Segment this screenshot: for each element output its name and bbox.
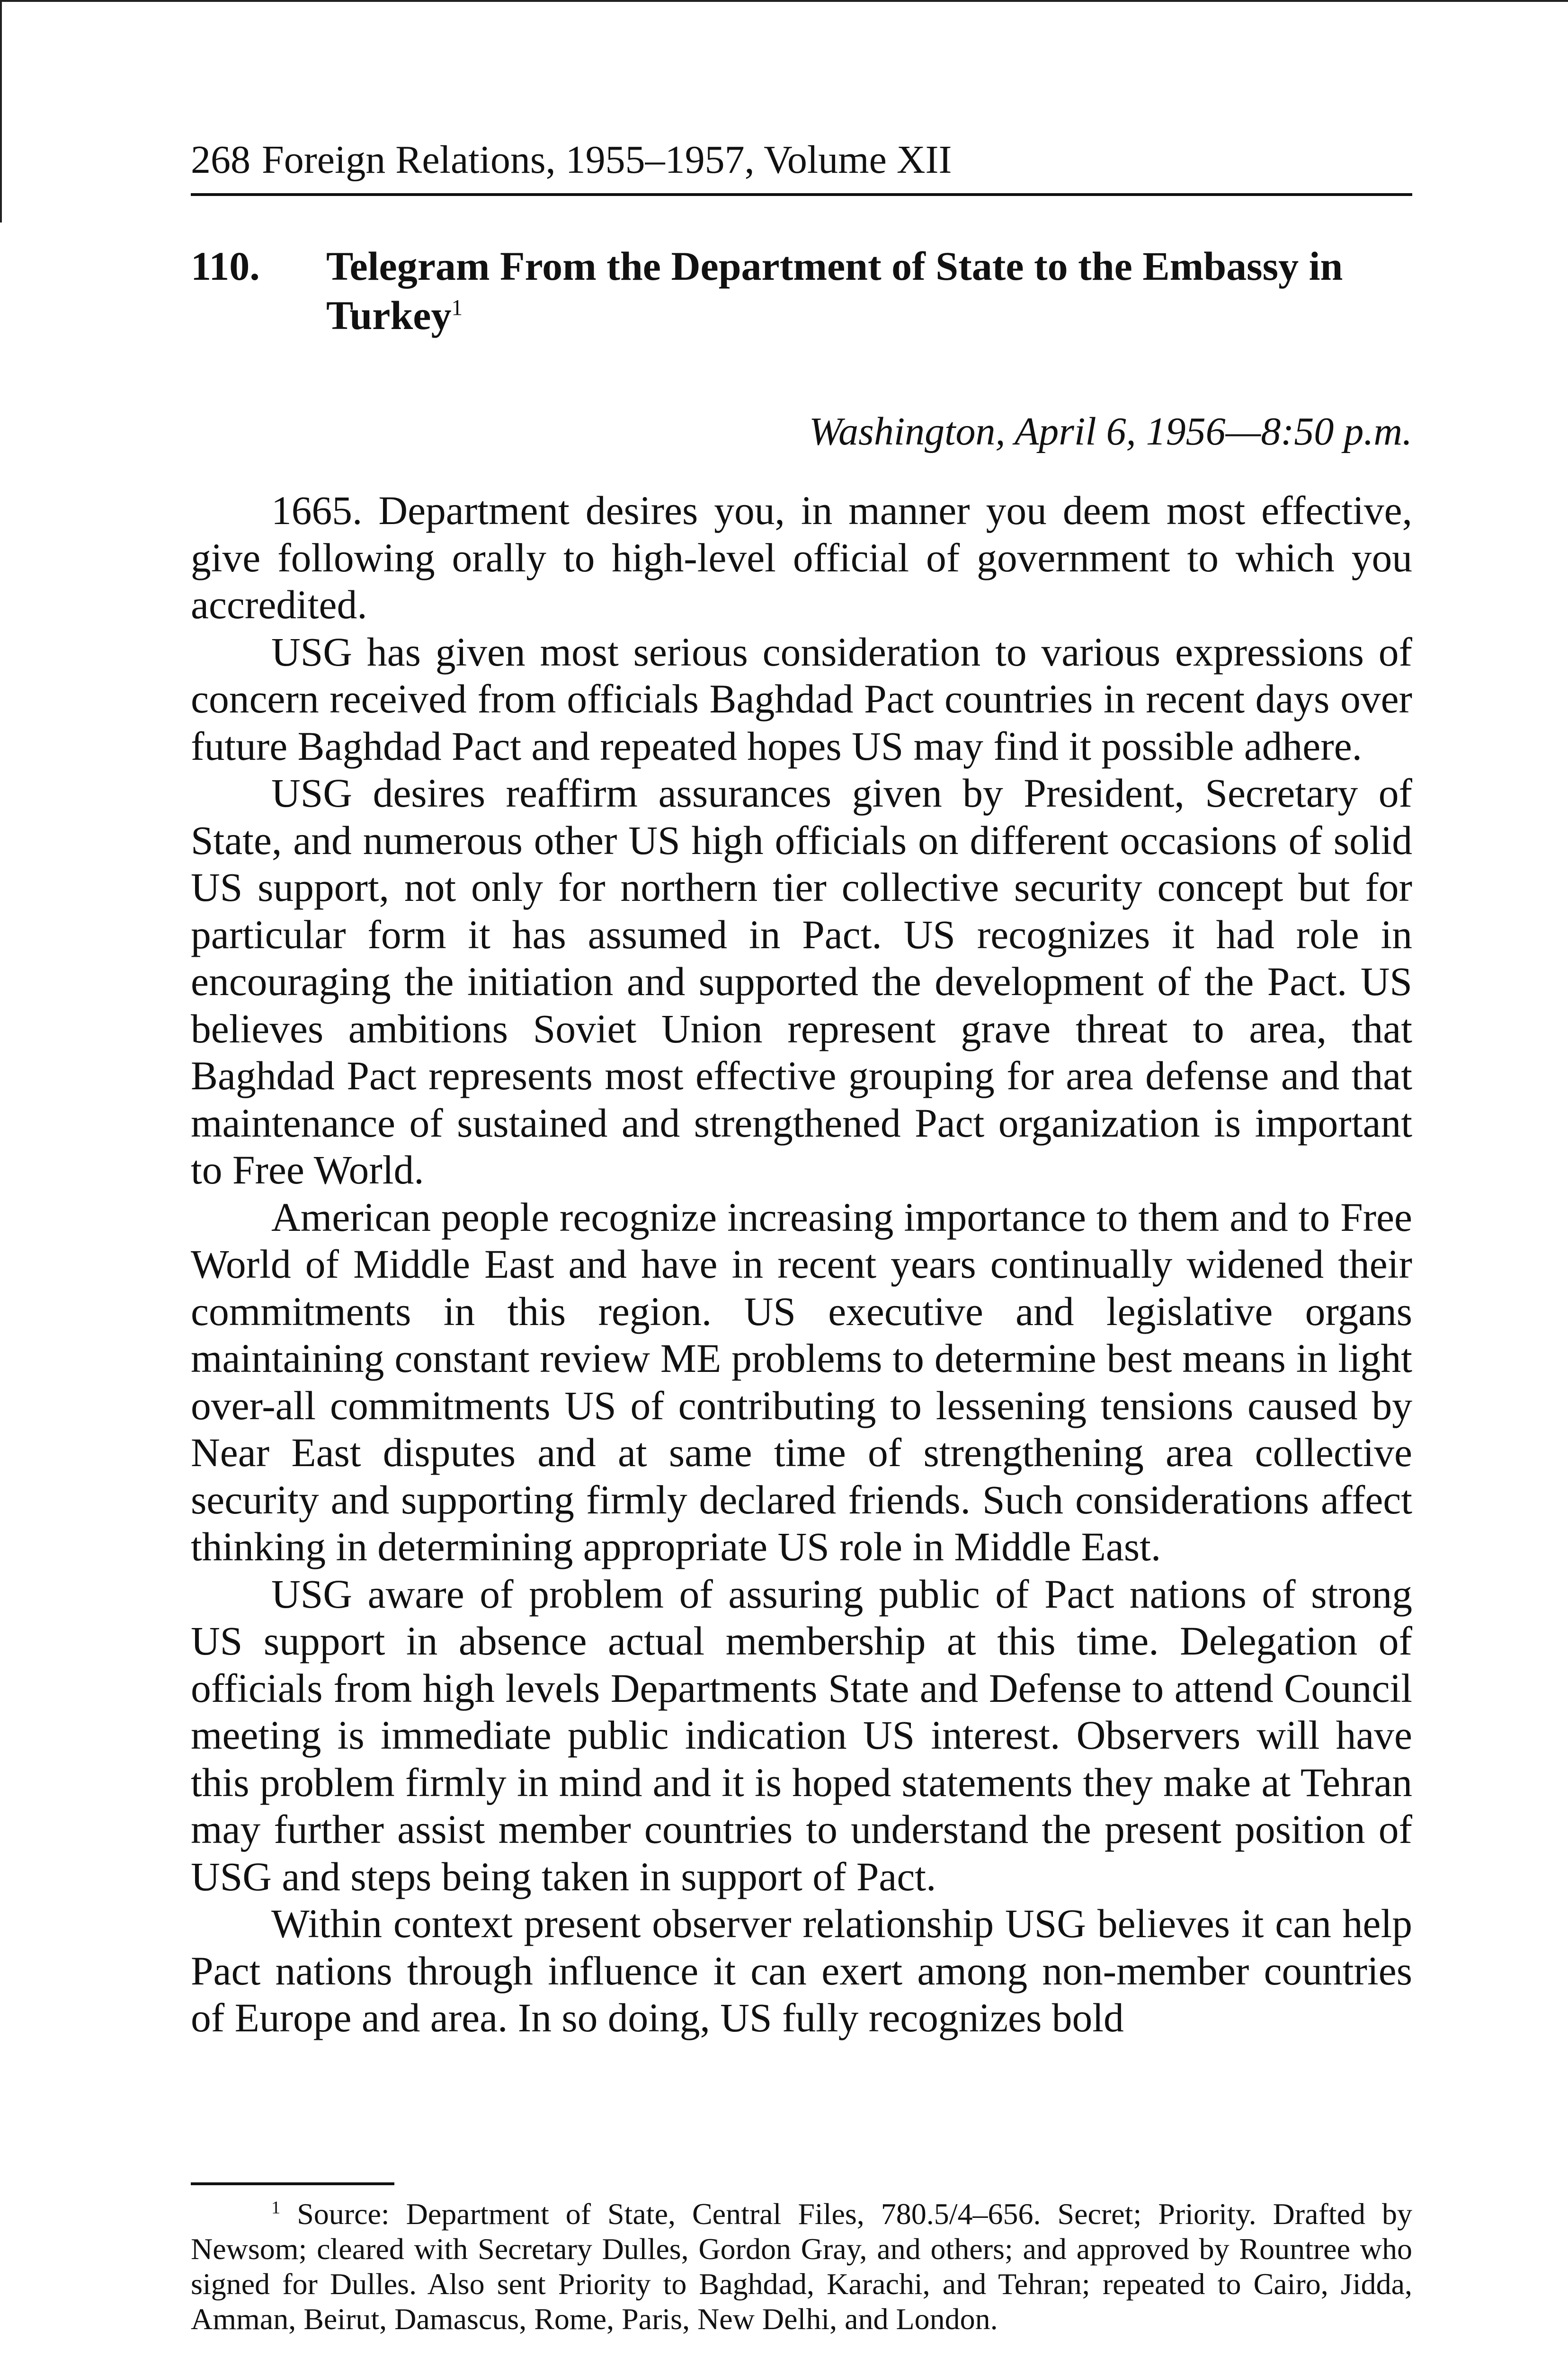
footnote-rule [191, 2182, 394, 2185]
title-footnote-marker[interactable]: 1 [451, 295, 463, 320]
dateline: Washington, April 6, 1956—8:50 p.m. [809, 409, 1412, 454]
footnote-marker: 1 [271, 2198, 281, 2218]
document-number: 110. [191, 243, 260, 289]
document-title-block [326, 241, 1412, 340]
page-number: 268 [191, 138, 250, 182]
telegram-body [191, 488, 1412, 2042]
footnote [191, 2197, 1412, 2337]
paragraph: USG has given most serious consideration to various expressions of concern received from officials Baghdad Pact countries in recent days over future Baghdad Pact and repeated hopes US may find it possible adhere. [191, 630, 1412, 769]
header-rule [191, 193, 1412, 196]
running-head [191, 140, 1412, 180]
document-title: Telegram From the Department of State to the Embassy in Turkey [326, 243, 1343, 338]
volume-title: Foreign Relations, 1955–1957, Volume XII [262, 138, 952, 182]
paragraph: American people recognize increasing importance to them and to Free World of Middle East and have in recent years continually widened their commitments in this region. US executive and legislative organs maintaining constant review ME problems to determine best means in light over-all commitments US of contributing to lessening tensions caused by Near East disputes and at same time of strengthening area collective security and supporting firmly declared friends. Such considerations affect thinking in determining appropriate US role in Middle East. [191, 1195, 1412, 1569]
paragraph: USG aware of problem of assuring public of Pact nations of strong US support in absence actual membership at this time. Delegation of officials from high levels Departments State and Defense to attend Council meeting is immediate public indication US interest. Observers will have this problem firmly in mind and it is hoped statements they make at Tehran may further assist member countries to understand the present position of USG and steps being taken in support of Pact. [191, 1572, 1412, 1899]
paragraph: 1665. Department desires you, in manner you deem most effective, give following orally to high-level official of government to which you accredited. [191, 489, 1412, 627]
footnote-text: Source: Department of State, Central Files, 780.5/4–656. Secret; Priority. Drafted by Newsom; cleared with Secretary Dulles, Gordon Gray, and others; and approved by Rountree who signed for Dulles. Also sent Priority to Baghdad, Karachi, and Tehran; repeated to Cairo, Jidda, Amman, Beirut, Damascus, Rome, Paris, New Delhi, and London. [191, 2197, 1413, 2336]
paragraph: USG desires reaffirm assurances given by President, Secretary of State, and numerous other US high officials on different occasions of solid US support, not only for northern tier collective security concept but for particular form it has assumed in Pact. US recognizes it had role in encouraging the initiation and supported the development of the Pact. US believes ambitions Soviet Union represent grave threat to area, that Baghdad Pact represents most effective grouping for area defense and that maintenance of sustained and strengthened Pact organization is important to Free World. [191, 771, 1412, 1192]
scan-edge-top [0, 0, 1568, 2]
paragraph: Within context present observer relationship USG believes it can help Pact nations through influence it can exert among non-member countries of Europe and area. In so doing, US fully recognizes bold [191, 1902, 1412, 2040]
scan-edge-left [0, 0, 2, 222]
